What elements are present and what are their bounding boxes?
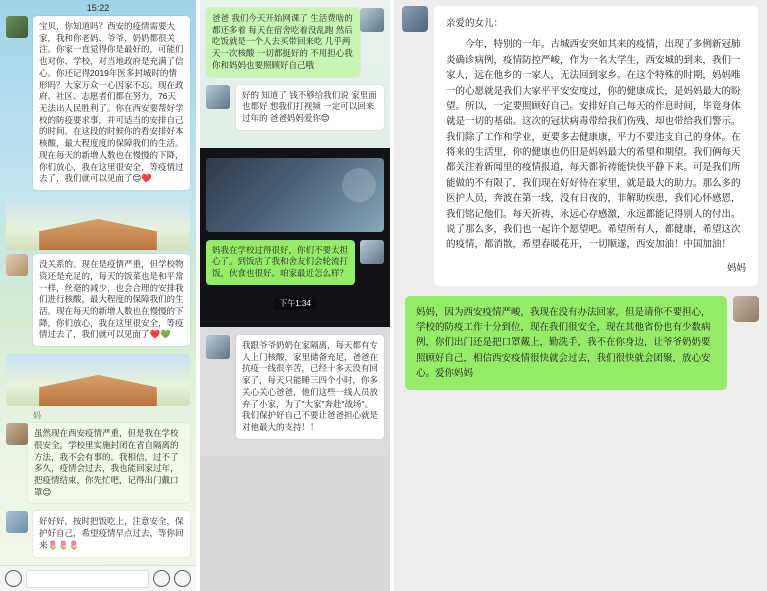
chat-column-three (394, 0, 767, 591)
letter-signature: 妈妈 (726, 262, 746, 274)
chat-column-one (0, 0, 196, 591)
message-bubble[interactable]: 我跟爷爷奶奶在家隔离，每天都有专人上门核酸，家里储备充足，爸爸在抗疫一线很辛苦，已经十多天没有回家了，每天只能睡三四个小时，你多关心关心爸爸，他们这些一线人员放弃了小家，为了"大家"奔赴"战场"。我们保护好自己不要让爸爸担心就是对他最大的支持！！ (236, 335, 384, 439)
status-time: 15:22 (86, 3, 110, 13)
message-bubble[interactable]: 妈我在学校过得很好，你们不要太担心了。到饭店了我和舍友们会轮流打饭，伙食也很好。咱家最近怎么样？ (206, 240, 355, 285)
chat-message[interactable] (206, 240, 384, 285)
avatar[interactable] (6, 16, 28, 38)
message-bubble[interactable]: 没关系的。现在是疫情严重，但学校物资还是充足的，每天的饭菜也是和平常一样，丝毫的减少，也会合理的安排我们进行核酸，最大程度的保障我们的生活。现在每天的新增人数也在慢慢的下降，你们放心，我在这里很安全，等疫情过去了，我们就可以见面了❤️💚 (33, 254, 190, 346)
photo-attachment[interactable] (6, 354, 190, 406)
message-bubble[interactable]: 虽然现在西安疫情严重，但是我在学校很安全。学校里实施封闭在省自隔离的方法，我不会有事的。我相信，过不了多久，疫情会过去，我也能回家过年，把疫情结束，你先忙吧，记得出门戴口罩😊 (28, 423, 190, 503)
message-bubble[interactable]: 好好好，按时把饭吃上，注意安全，保护好自己，希望疫情早点过去，等你回来🌷🌷🌷 (33, 511, 190, 556)
chat-section-top[interactable] (200, 0, 390, 148)
photo-attachment[interactable] (6, 198, 190, 250)
avatar[interactable] (6, 254, 28, 276)
avatar[interactable] (360, 8, 384, 32)
avatar[interactable] (206, 335, 230, 359)
timestamp-row (206, 293, 384, 311)
message-bubble[interactable]: 爸爸 我们今天开始网课了 生活费啥的都还多着 每天在宿舍吃着没乱跑 然后吃饭就是一个人去买带回来吃 几乎两天一次核酸 一切都挺好的 不用担心我 你和妈妈也要照顾好自己哦 (206, 8, 360, 77)
chat-input-bar[interactable] (0, 565, 196, 591)
chat-message[interactable] (206, 335, 384, 439)
message-bubble[interactable]: 好的 知道了 钱不够给我们说 家里面也都好 想我们打视频 一定可以回来过年的 爸爸妈妈爱你😊 (236, 85, 384, 130)
plus-icon[interactable] (174, 570, 191, 587)
letter-body: 今年，特别的一年。古城西安突如其来的疫情，出现了多例新冠肺炎确诊病例，疫情防控严峻，作为一名大学生，西安城的到来，我们一家人，远在他乡的一家人，无法回到家乡。在这个特殊的时期，妈妈唯一的心愿就是我们大家平平安安度过，你的健康成长，是妈妈最大的盼望。所以，一定要照顾好自己。安排好自己每天的作息时间，毕竟身体就是一切的基础。这次的冠状病毒带给我们伤残、却也带给我们警示。我们除了工作和学业，更要多去健康康，平力不要违支自己的身体。在将来的生活里，你的健康也仍旧是妈妈最大的希望和期望。我们俩每天都关注着新闻里的疫情报道，每天都祈祷能快快平静下来。可是我们所能做的不有限了，我们现在好好待在家里，就是最大的助力。那么多的医护人员，奔波在第一线，没有日夜的，非解助疾患，我们心怀感恩，我们铭记他们。每天祈祷，永远心存感激，永远都能记得别人的付出。说了那么多，我们也一起许个愿望吧。希望所有人，都健康，希望这次的疫情，都消散，希望春暖花开，一切顺遂，西安加油！中国加油！ (446, 39, 741, 251)
chat-message[interactable] (402, 296, 759, 390)
chat-message[interactable] (6, 423, 190, 503)
avatar[interactable] (733, 296, 759, 322)
chat-column-two (200, 0, 390, 591)
letter-bubble[interactable] (434, 6, 758, 286)
chat-message[interactable] (6, 16, 190, 190)
avatar[interactable] (6, 423, 28, 445)
chat-section-bottom[interactable] (200, 327, 390, 455)
voice-icon[interactable] (5, 570, 22, 587)
chat-message[interactable] (206, 85, 384, 130)
letter-salutation: 亲爱的女儿： (446, 18, 504, 29)
avatar[interactable] (6, 511, 28, 533)
avatar[interactable] (360, 240, 384, 264)
image-attachment[interactable] (206, 158, 384, 232)
chat-message[interactable] (6, 511, 190, 556)
chat-section-middle[interactable] (200, 148, 390, 327)
message-input[interactable] (26, 570, 149, 588)
chat-message[interactable] (6, 254, 190, 346)
avatar[interactable] (206, 85, 230, 109)
message-bubble[interactable]: 妈妈，因为西安疫情严峻，我现在没有办法回家，但是请你不要担心，学校的防疫工作十分到位，现在我们很安全，现在其他省份也有少数病例，你们出门还是把口罩戴上，勤洗手，我不在你身边，让爷爷奶奶要照顾好自己，相信西安疫情很快就会过去，我们很快就会团聚，放心安心。爱你妈妈 (405, 296, 727, 390)
avatar[interactable] (402, 6, 428, 32)
sender-name: 妈 (33, 411, 41, 421)
chat-message[interactable] (206, 8, 384, 77)
message-timestamp: 下午1:34 (274, 297, 316, 310)
chat-scroll-one[interactable] (0, 16, 196, 591)
chat-message[interactable] (402, 6, 759, 286)
message-bubble[interactable]: 宝贝，你知道吗？西安的疫情需要大家，我和你老妈、爷爷、奶奶都很关注。你家一直觉得你是最好的，可能们也对你、学校，对当地政府是充满了信心。你还记得2019年医多封城时的情形吗？大家万众一心因家不忘。现在政府、社区、志愿者们都在努力，76天无法出人民胜利了。你在西安要帮好学校的防疫要求事，并可适当的安排自己的时间。在这段的时候你的看安排好本核酸，最大程度度的保障我们的生活。现在每天的新增人数也在慢慢的下降，你们放心，我在这里很安全，等疫情过去了，我们就可以见面了😊❤️ (33, 16, 190, 190)
emoji-icon[interactable] (153, 570, 170, 587)
status-bar (0, 0, 196, 16)
